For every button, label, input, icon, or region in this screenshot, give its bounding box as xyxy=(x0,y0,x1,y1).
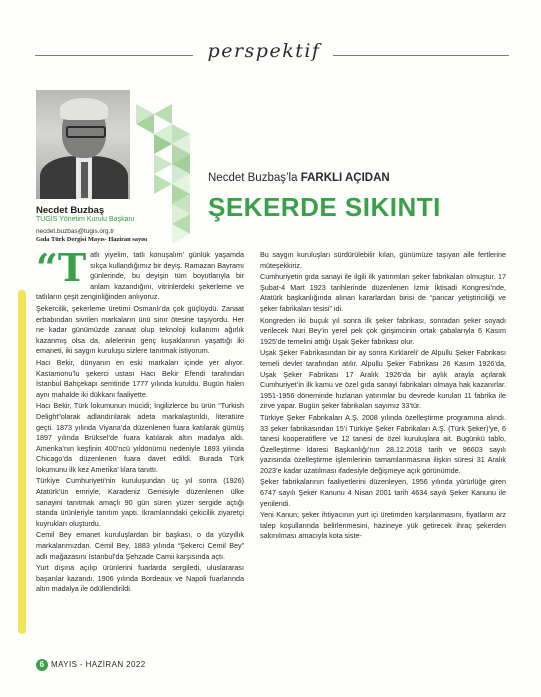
article-subtitle xyxy=(208,172,390,184)
author-name: Necdet Buzbaş xyxy=(36,205,105,216)
subtitle-bold: FARKLI AÇIDAN xyxy=(300,172,390,184)
body-paragraph: Türkiye Şeker Fabrikaları A.Ş. 2008 yılında özelleştirme programına alındı. 33 şeker fabrikasından 15’i Türkiye Şeker Fabrikaları A.Ş. (Türk Şeker)’ye, 6 tanesi kooperatiflere ve 12 tanesi de özel kuruluşlara ait. Bugünkü tablo, Özelleştirme İdaresi Başkanlığı’nın 28.12.2018 tarih ve 96603 sayılı yazısında özelleştirme işlemlerinin tamamlanmasına ilişkin süresi 31 Aralık 2023’e kadar uzatılması ifadesiyle değişmeye açık görünümde. xyxy=(260,412,506,475)
author-photo-glasses xyxy=(66,126,106,138)
yellow-highlight-mark xyxy=(18,290,26,634)
decorative-triangles xyxy=(136,104,190,248)
author-email[interactable]: necdet.buzbas@tugis.org.tr xyxy=(36,228,115,235)
article-title: ŞEKERDE SIKINTI xyxy=(208,192,441,222)
body-paragraph: Kongreden iki buçuk yıl sonra ilk şeker fabrikası, sonradan şeker soyadı verilecek Nuri Bey’in yerel pek çok girişimcinin ortak çabalarıyla 6 Kasım 1925’de temelini attığı Uşak Şeker fabrikası olur. xyxy=(260,315,506,346)
issue-date: MAYIS - HAZİRAN 2022 xyxy=(51,660,146,669)
author-photo xyxy=(36,90,130,199)
author-photo-tie xyxy=(81,162,88,198)
subtitle-plain: Necdet Buzbaş’la xyxy=(208,172,301,184)
body-paragraph: Şekercilik, şekerleme üretimi Osmanlı’da çok güçlüydü. Zanaat erbabından sivrilen markaların ünü sınır ötesine taşıyordu. Her ne kadar günümüzde zanaat olup teknoloji kullanımı ağırlık kazanmış olsa da, ailelerinin genç kuşaklarının yaşattığı iki emaneti, iki saygın kuruluşu sizlere tanıtmak istiyorum. xyxy=(36,303,244,356)
body-paragraph-text: atlı yiyelim, tatlı konuşalım’ günlük yaşamda sıkça kullandığımız bir deyiş. Ramazan Bayramı günlerinde, bu deyişin tüm boyutlarıyla bir anlam kazandığını, vitrinlerdeki şekerleme ve tatlıların çeşit zenginliğinden anlıyoruz. xyxy=(36,250,244,302)
header-rule-right xyxy=(333,55,509,56)
body-paragraph: Yeni Kanun; şeker ihtiyacının yurt içi üretimden karşılanmasını, fiyatların arz talep koşullarında belirlenmesini, hazineye yük getirecek ihraç şekerden sakınılması amacıyla kota siste- xyxy=(260,510,506,541)
body-paragraph xyxy=(36,245,244,303)
body-paragraph: Türkiye Cumhuriyeti’nin kuruluşundan üç yıl sonra (1926) Atatürk’ün emriyle, Karadeniz Gemisiyle düzenlenen ülke sanayini tanıtmak amaçlı 90 gün süren yüzer sergide açtığı standa ürünleriyle tanıtım yaptı. İkramlarındaki çekicilik ziyaretçi kuyrukları oluşturdu. xyxy=(36,476,244,528)
magazine-brand: perspektif xyxy=(207,40,321,62)
body-paragraph: Yurt dışına açılıp ürünlerini fuarlarda sergiledi, uluslararası başarılar kazandı. 1906 yılında Bordeaux ve Napoli fuarlarında altın madalya ile ödüllendirildi. xyxy=(36,563,244,594)
drop-cap: “T xyxy=(36,245,87,290)
author-photo-hair xyxy=(60,98,108,120)
body-paragraph: Şeker fabrikalarının faaliyetlerini düzenleyen, 1956 yılında yürürlüğe giren 6747 sayılı Şeker Kanunu 4 Nisan 2001 tarih 4634 sayılı Şeker Kanunu ile yenilendi. xyxy=(260,477,506,508)
article-source: Gıda Türk Dergisi Mayıs- Haziran sayısı xyxy=(36,236,148,243)
body-paragraph: Uşak Şeker Fabrikasından bir ay sonra Kırklareli’ de Alpullu Şeker Fabrikası temeli devlet tarafından atılır. Alpullu Şeker Fabrikası 26 Kasım 1926’da, Uşak Şeker Fabrikası 17 Aralık 1926’da bir aylık arayla açılarak Cumhuriyet’in ilk kamu ve özel gıda sanayi fabrikaları olmaya hak kazanırlar. 1951-1956 döneminde hızlanan yatırımlar bu devrede kurulan 11 fabrika ile zirve yapar. Bugün şeker fabrikaları sayımız 33’tür. xyxy=(260,348,506,411)
body-paragraph: Hacı Bekir, dünyanın en eski markaları içinde yer alıyor. Kastamonu’lu şekerci ustası Hacı Bekir Efendi tarafından İstanbul Bahçekapı semtinde 1777 yılında kuruldu. Bugün halen aynı mahalde iki dükkanı faaliyette. xyxy=(36,357,244,399)
body-paragraph: Cumhuriyetin gıda sanayi ile ilgili ilk yatırımları şeker fabrikaları olmuştur. 17 Şubat-4 Mart 1923 tarihlerinde düzenlenen İzmir İktisadi Kongresi’nde, Atatürk başkanlığında alınan kararlardan birisi de “pancar yetiştiriciliği ve şeker fabrikaları tesisi” idi. xyxy=(260,272,506,313)
body-column-right xyxy=(260,250,506,543)
body-paragraph: Cemil Bey emanet kuruluşlardan bir başkası, o da yüzyıllık markalarımızdan. Cemil Bey, 1883 yılında “Şekerci Cemil Bey” adlı mağazasını İstanbul’da Şehzade Camii karşısında açtı. xyxy=(36,530,244,561)
page-number: 6 xyxy=(36,659,48,671)
header-rule-left xyxy=(35,55,193,56)
body-paragraph: Hacı Bekir, Türk lokumunun mucidi; İngilizlerce bu ürün “Turkish Delight”olarak adlandırılarak adeta markalaştırıldı, literatüre geçti. 1873 yılında Viyana’da düzenlenen fuara katılarak gümüş 1897 yılında Brüksel’de fuara katılarak altın madalya aldı. Amerika’nın keşfinin 400’ncü yıldönümü nedeniyle 1893 yılında Chicago’da düzenlenen fuara davet edildi. Burada Türk lokumunu ilk kez Amerika’ lılara tanıttı. xyxy=(36,401,244,474)
body-column-left xyxy=(36,245,244,596)
page-footer xyxy=(36,659,146,671)
body-paragraph: Bu saygın kuruluşları sürdürülebilir kılan, günümüze taşıyan aile fertlerine müteşekkiriz. xyxy=(260,250,506,270)
author-title: TÜGİS Yönetim Kurulu Başkanı xyxy=(36,216,135,223)
